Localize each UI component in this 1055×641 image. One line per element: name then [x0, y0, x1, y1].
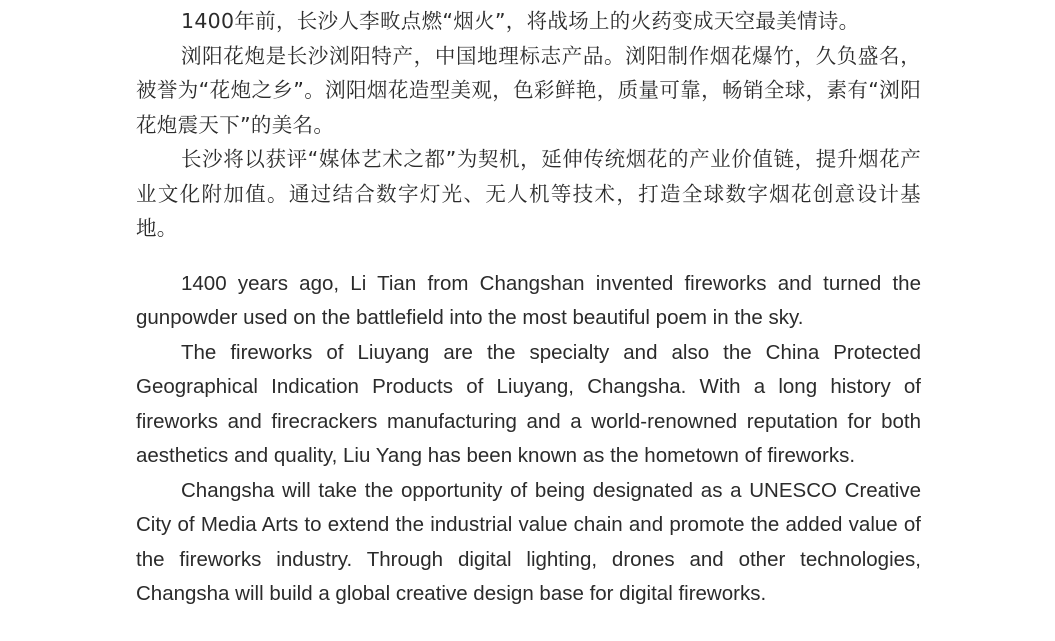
document-page	[136, 0, 921, 612]
chinese-paragraph-2: 浏阳花炮是长沙浏阳特产，中国地理标志产品。浏阳制作烟花爆竹，久负盛名，被誉为“花炮之乡”。浏阳烟花造型美观，色彩鲜艳，质量可靠，畅销全球，素有“浏阳花炮震天下”的美名。	[136, 43, 921, 137]
english-paragraph-2: The fireworks of Liuyang are the specialty and also the China Protected Geographical Indication Products of Liuyang, Changsha. With a long history of fireworks and firecrackers manufacturing and a world-renowned reputation for both aesthetics and quality, Liu Yang has been known as the hometown of fireworks.	[136, 340, 921, 467]
chinese-paragraph-3: 长沙将以获评“媒体艺术之都”为契机，延伸传统烟花的产业价值链，提升烟花产业文化附加值。通过结合数字灯光、无人机等技术，打造全球数字烟花创意设计基地。	[136, 147, 921, 240]
chinese-text-section	[136, 0, 921, 246]
english-paragraph-1: 1400 years ago, Li Tian from Changshan invented fireworks and turned the gunpowder used on the battlefield into the most beautiful poem in the sky.	[136, 271, 921, 329]
english-paragraph-3: Changsha will take the opportunity of being designated as a UNESCO Creative City of Media Arts to extend the industrial value chain and promote the added value of the fireworks industry. Through digital lighting, drones and other technologies, Changsha will build a global creative design base for digital fireworks.	[136, 478, 921, 605]
english-text-section	[136, 267, 921, 612]
chinese-paragraph-1: 1400年前，长沙人李畋点燃“烟火”，将战场上的火药变成天空最美情诗。	[181, 9, 860, 33]
